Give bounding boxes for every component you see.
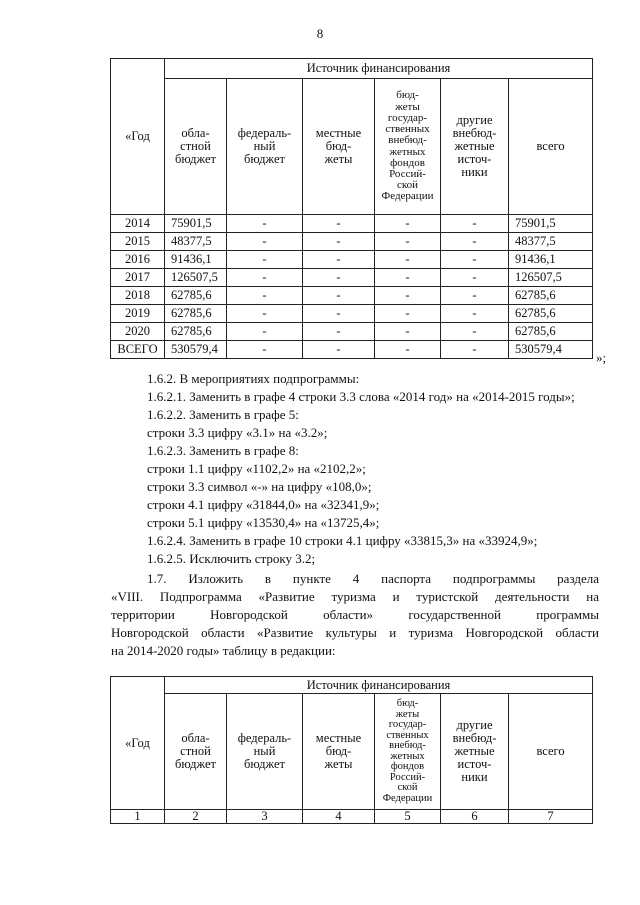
- federal-budget-cell: -: [227, 341, 303, 359]
- page-number: 8: [316, 26, 324, 41]
- state-funds-cell: -: [375, 323, 441, 341]
- paragraph-1-6-2-4: 1.6.2.4. Заменить в графе 10 строки 4.1 цифру «33815,3» на «33924,9»;: [147, 533, 538, 548]
- regional-budget-cell: 75901,5: [165, 215, 227, 233]
- other-sources-header: другие внебюд- жетные источ- ники: [441, 694, 509, 810]
- other-sources-cell: -: [441, 323, 509, 341]
- total-cell: 126507,5: [509, 269, 593, 287]
- regional-budget-cell: 62785,6: [165, 323, 227, 341]
- local-budgets-cell: -: [303, 323, 375, 341]
- paragraph-1-6-2: 1.6.2. В мероприятиях подпрограммы:: [147, 371, 360, 386]
- paragraph-1-6-2-3: 1.6.2.3. Заменить в графе 8:: [147, 443, 299, 458]
- table-row: [111, 269, 593, 287]
- total-cell: 530579,4: [509, 341, 593, 359]
- total-cell: 48377,5: [509, 233, 593, 251]
- total-header: всего: [509, 694, 593, 810]
- table-closing-quote: »;: [596, 350, 607, 365]
- table-row: [111, 287, 593, 305]
- federal-budget-cell: -: [227, 215, 303, 233]
- state-funds-cell: -: [375, 305, 441, 323]
- local-budgets-cell: -: [303, 233, 375, 251]
- federal-budget-cell: -: [227, 287, 303, 305]
- column-number-cell: 7: [509, 810, 593, 824]
- local-budgets-header: местные бюд- жеты: [303, 694, 375, 810]
- paragraph-1-7-line-5: на 2014-2020 годы» таблицу в редакции:: [111, 643, 336, 658]
- year-column-header: «Год: [111, 677, 165, 810]
- state-funds-cell: -: [375, 341, 441, 359]
- column-number-cell: 6: [441, 810, 509, 824]
- paragraph-row-1-1: строки 1.1 цифру «1102,2» на «2102,2»;: [147, 461, 366, 476]
- local-budgets-cell: -: [303, 305, 375, 323]
- paragraph-row-5-1: строки 5.1 цифру «13530,4» на «13725,4»;: [147, 515, 380, 530]
- local-budgets-cell: -: [303, 341, 375, 359]
- state-funds-cell: -: [375, 287, 441, 305]
- regional-budget-cell: 62785,6: [165, 287, 227, 305]
- federal-budget-cell: -: [227, 305, 303, 323]
- table-row: [111, 251, 593, 269]
- column-numbers-row: [111, 810, 593, 824]
- federal-budget-cell: -: [227, 233, 303, 251]
- year-cell: 2020: [111, 323, 165, 341]
- year-cell: 2017: [111, 269, 165, 287]
- state-funds-cell: -: [375, 215, 441, 233]
- federal-budget-cell: -: [227, 323, 303, 341]
- total-cell: 62785,6: [509, 305, 593, 323]
- total-header: всего: [509, 79, 593, 215]
- regional-budget-cell: 62785,6: [165, 305, 227, 323]
- other-sources-cell: -: [441, 287, 509, 305]
- total-cell: 75901,5: [509, 215, 593, 233]
- local-budgets-header: местные бюд- жеты: [303, 79, 375, 215]
- other-sources-cell: -: [441, 305, 509, 323]
- other-sources-cell: -: [441, 251, 509, 269]
- total-cell: 62785,6: [509, 287, 593, 305]
- local-budgets-cell: -: [303, 269, 375, 287]
- other-sources-header: другие внебюд- жетные источ- ники: [441, 79, 509, 215]
- local-budgets-cell: -: [303, 287, 375, 305]
- state-funds-cell: -: [375, 251, 441, 269]
- table-row: [111, 305, 593, 323]
- year-cell: 2015: [111, 233, 165, 251]
- paragraph-1-7-line-3: территории Новгородской области» государственной программы: [111, 607, 599, 622]
- state-funds-cell: -: [375, 233, 441, 251]
- state-funds-cell: -: [375, 269, 441, 287]
- other-sources-cell: -: [441, 233, 509, 251]
- state-extrabudgetary-funds-header: бюд- жеты государ- ственных внебюд- жетных фондов Россий- ской Федерации: [375, 79, 441, 215]
- year-cell: 2014: [111, 215, 165, 233]
- paragraph-row-3-3: строки 3.3 цифру «3.1» на «3.2»;: [147, 425, 328, 440]
- paragraph-1-7-line-1: 1.7. Изложить в пункте 4 паспорта подпрограммы раздела: [147, 571, 599, 586]
- paragraph-row-3-3-symbol: строки 3.3 символ «-» на цифру «108,0»;: [147, 479, 372, 494]
- other-sources-cell: -: [441, 341, 509, 359]
- regional-budget-cell: 91436,1: [165, 251, 227, 269]
- financing-table: [110, 58, 593, 359]
- financing-source-header: Источник финансирования: [165, 677, 593, 694]
- local-budgets-cell: -: [303, 215, 375, 233]
- paragraph-1-6-2-5: 1.6.2.5. Исключить строку 3.2;: [147, 551, 316, 566]
- paragraph-1-6-2-2: 1.6.2.2. Заменить в графе 5:: [147, 407, 299, 422]
- year-cell: 2016: [111, 251, 165, 269]
- paragraph-1-6-2-1: 1.6.2.1. Заменить в графе 4 строки 3.3 слова «2014 год» на «2014-2015 годы»;: [147, 389, 575, 404]
- other-sources-cell: -: [441, 215, 509, 233]
- column-number-cell: 4: [303, 810, 375, 824]
- column-number-cell: 5: [375, 810, 441, 824]
- year-cell: 2019: [111, 305, 165, 323]
- state-extrabudgetary-funds-header: бюд- жеты государ- ственных внебюд- жетных фондов Россий- ской Федерации: [375, 694, 441, 810]
- column-number-cell: 3: [227, 810, 303, 824]
- regional-budget-header: обла- стной бюджет: [165, 694, 227, 810]
- table-row: [111, 323, 593, 341]
- year-cell: 2018: [111, 287, 165, 305]
- federal-budget-cell: -: [227, 269, 303, 287]
- federal-budget-cell: -: [227, 251, 303, 269]
- other-sources-cell: -: [441, 269, 509, 287]
- table-row: [111, 233, 593, 251]
- regional-budget-header: обла- стной бюджет: [165, 79, 227, 215]
- total-cell: 62785,6: [509, 323, 593, 341]
- total-cell: 91436,1: [509, 251, 593, 269]
- financing-source-header: Источник финансирования: [165, 59, 593, 79]
- paragraph-1-7-line-4: Новгородской области «Развитие культуры и туризма Новгородской области: [111, 625, 599, 640]
- column-number-cell: 1: [111, 810, 165, 824]
- regional-budget-cell: 530579,4: [165, 341, 227, 359]
- paragraph-row-4-1: строки 4.1 цифру «31844,0» на «32341,9»;: [147, 497, 380, 512]
- column-number-cell: 2: [165, 810, 227, 824]
- local-budgets-cell: -: [303, 251, 375, 269]
- federal-budget-header: федераль- ный бюджет: [227, 79, 303, 215]
- regional-budget-cell: 126507,5: [165, 269, 227, 287]
- table-row: [111, 215, 593, 233]
- year-cell: ВСЕГО: [111, 341, 165, 359]
- regional-budget-cell: 48377,5: [165, 233, 227, 251]
- table-row: [111, 341, 593, 359]
- year-column-header: «Год: [111, 59, 165, 215]
- financing-table-new-edition: [110, 676, 593, 824]
- paragraph-1-7-line-2: «VIII. Подпрограмма «Развитие туризма и туристской деятельности на: [111, 589, 599, 604]
- federal-budget-header: федераль- ный бюджет: [227, 694, 303, 810]
